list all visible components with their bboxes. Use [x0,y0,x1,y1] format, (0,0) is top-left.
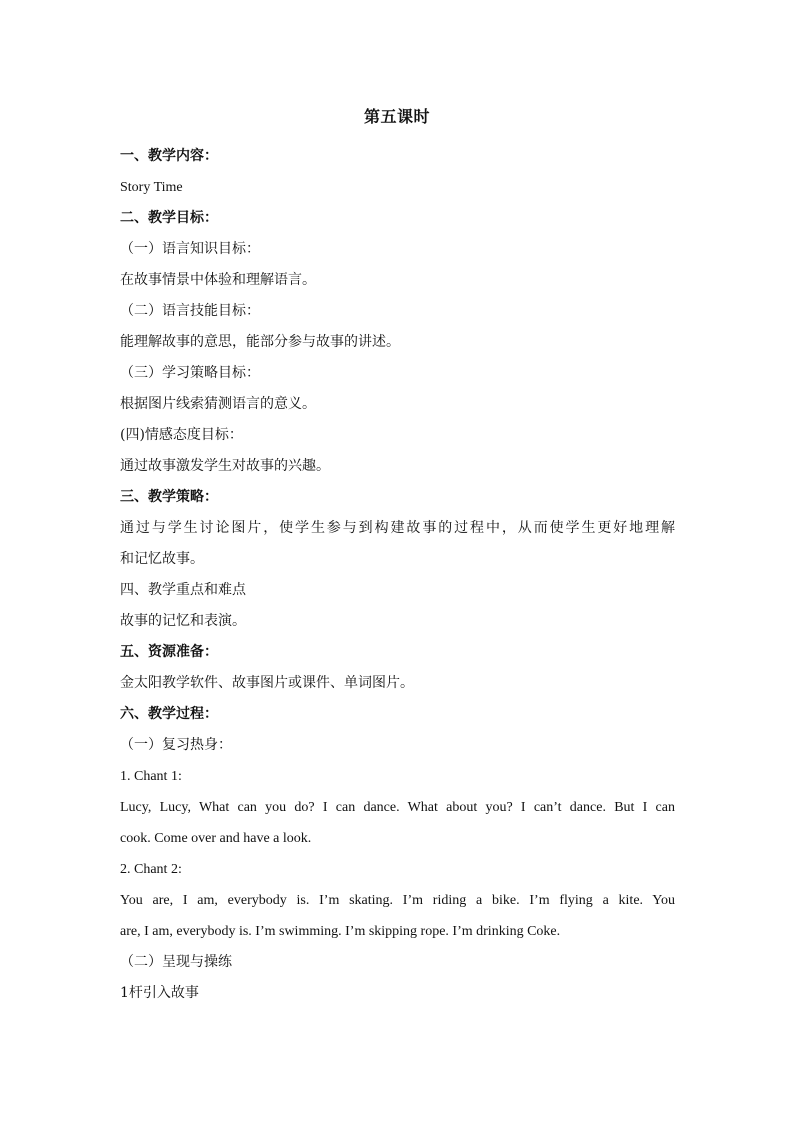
chant-1-line-1: Lucy, Lucy, What can you do? I can dance. What about you? I can’t dance. But I can [120,800,675,815]
section-heading-objectives: 二、教学目标： [120,210,218,226]
objective-heading-skills: （二）语言技能目标： [120,303,260,319]
objective-heading-knowledge: （一）语言知识目标： [120,241,260,257]
chant-2-heading: 2. Chant 2: [120,862,182,877]
lesson-title: 第五课时 [363,107,430,126]
lesson-content [120,141,675,1009]
content-text: Story Time [120,180,183,195]
chant-1-line-2: cook. Come over and have a look. [120,831,312,846]
objective-text-skills: 能理解故事的意思，能部分参与故事的讲述。 [120,334,400,350]
objective-heading-attitude: (四)情感态度目标： [120,427,243,443]
process-heading-warmup: （一）复习热身： [120,737,232,753]
section-heading-key-points: 四、教学重点和难点 [120,582,246,598]
objective-heading-strategy: （三）学习策略目标： [120,365,260,381]
objective-text-knowledge: 在故事情景中体验和理解语言。 [120,272,316,288]
section-heading-content: 一、教学内容： [120,148,218,164]
objective-text-strategy: 根据图片线索猜测语言的意义。 [120,396,316,412]
key-points-text: 故事的记忆和表演。 [120,613,246,629]
process-heading-presentation: （二）呈现与操练 [120,954,232,970]
section-heading-process: 六、教学过程： [120,706,218,722]
chant-1-heading: 1. Chant 1: [120,769,182,784]
section-heading-strategy: 三、教学策略： [120,489,218,505]
chant-2-line-1: You are, I am, everybody is. I’m skating. I’m riding a bike. I’m flying a kite. You [120,893,675,908]
strategy-text-line-2: 和记忆故事。 [120,551,204,567]
strategy-text-line-1: 通过与学生讨论图片，使学生参与到构建故事的过程中，从而使学生更好地理解 [120,520,675,536]
resources-text: 金太阳教学软件、故事图片或课件、单词图片。 [120,675,414,691]
objective-text-attitude: 通过故事激发学生对故事的兴趣。 [120,458,330,474]
section-heading-resources: 五、资源准备： [120,644,218,660]
story-intro-text: 1杆引入故事 [120,985,199,1001]
chant-2-line-2: are, I am, everybody is. I’m swimming. I’m skipping rope. I’m drinking Coke. [120,924,561,939]
